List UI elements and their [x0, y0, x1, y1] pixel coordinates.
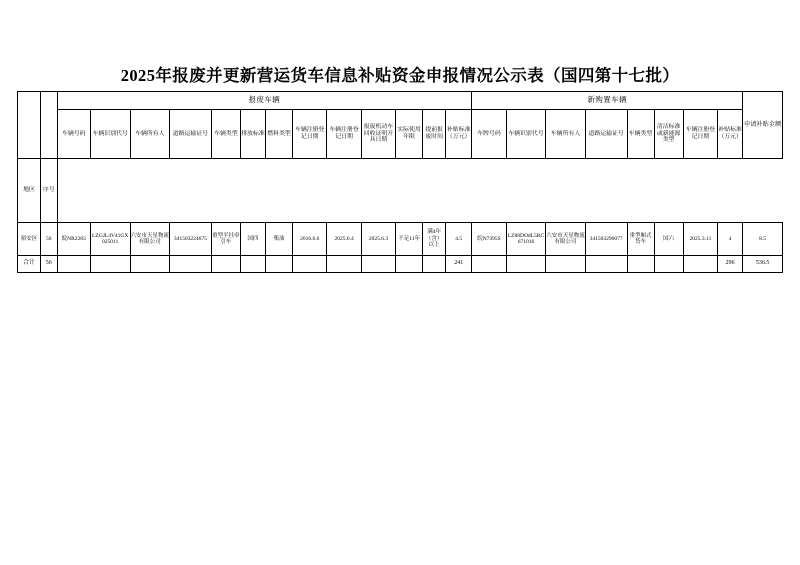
- cell-scrapped-fuel: 柴油: [265, 223, 292, 256]
- table-subheader-row: [18, 110, 783, 159]
- col-purchased-vehicle-type: 车辆类型: [627, 110, 654, 159]
- col-scrapped-vin: 车辆识别代号: [90, 110, 130, 159]
- cell-total-blank-5: [211, 256, 240, 273]
- cell-scrapped-transport-cert: 341503224675: [170, 223, 212, 256]
- col-scrapped-emission: 排放标准: [240, 110, 265, 159]
- cell-total-blank-11: [396, 256, 423, 273]
- page-title: 2025年报废并更新营运货车信息补贴资金申报情况公示表（国四第十七批）: [120, 66, 680, 85]
- cell-total-blank-13: [472, 256, 506, 273]
- col-scrapped-recycle-date: 报废机动车回收证明开具日期: [361, 110, 395, 159]
- cell-total-scrapped-subsidy: 241: [446, 256, 472, 273]
- cell-total-blank-15: [546, 256, 586, 273]
- cell-scrapped-emission: 国四: [240, 223, 265, 256]
- col-scrapped-vehicle-type: 车辆类型: [211, 110, 240, 159]
- cell-total-apply-amount: 536.5: [743, 256, 783, 273]
- cell-scrapped-subsidy-standard: 4.5: [446, 223, 472, 256]
- cell-total-blank-19: [683, 256, 717, 273]
- cell-scrapped-actual-years: 不足11年: [396, 223, 423, 256]
- cell-total-blank-18: [654, 256, 683, 273]
- col-purchased-register-date: 车辆注册登记日期: [683, 110, 717, 159]
- col-purchased-clean-standard: 清洁标准或新能源类型: [654, 110, 683, 159]
- cell-total-blank-16: [585, 256, 627, 273]
- cell-purchased-plate: 皖N7395S: [472, 223, 506, 256]
- spacer-cell: [57, 159, 782, 223]
- table-subheader-row-region: [18, 159, 783, 223]
- cell-total-blank-17: [627, 256, 654, 273]
- col-scrapped-subsidy-standard: 补贴标准（万元）: [446, 110, 472, 159]
- cell-scrapped-register-date-2: 2025.6.4: [327, 223, 361, 256]
- col-scrapped-register-date: 车辆注册登记日期: [293, 110, 327, 159]
- cell-scrapped-register-date: 2016.6.6: [293, 223, 327, 256]
- cell-total-blank-4: [170, 256, 212, 273]
- cell-total-blank-9: [327, 256, 361, 273]
- group-header-scrapped: 报废车辆: [57, 92, 472, 110]
- cell-total-seq: 56: [40, 256, 57, 273]
- col-purchased-transport-cert: 道路运输证号: [585, 110, 627, 159]
- col-purchased-subsidy-standard: 补贴标准（万元）: [718, 110, 743, 159]
- cell-purchased-owner: 六安市天星物流有限公司: [546, 223, 586, 256]
- col-purchased-owner: 车辆所有人: [546, 110, 586, 159]
- cell-purchased-transport-cert: 341503290077: [585, 223, 627, 256]
- col-scrapped-actual-years: 实际使用年限: [396, 110, 423, 159]
- table-total-row: [18, 256, 783, 273]
- col-scrapped-plate: 车辆号码: [57, 110, 90, 159]
- subsidy-table-container: [17, 91, 783, 273]
- subsidy-table: [17, 91, 783, 273]
- col-scrapped-register-date-2: 车辆注册登记日期: [327, 110, 361, 159]
- cell-scrapped-vehicle-type: 重型半挂牵引车: [211, 223, 240, 256]
- cell-total-blank-2: [90, 256, 130, 273]
- cell-total-blank-7: [265, 256, 292, 273]
- col-purchased-plate: 车牌号码: [472, 110, 506, 159]
- cell-scrapped-plate: 皖NR2283: [57, 223, 90, 256]
- group-header-purchased: 新购置车辆: [472, 92, 743, 110]
- cell-purchased-subsidy-standard: 4: [718, 223, 743, 256]
- cell-total-blank-6: [240, 256, 265, 273]
- cell-purchased-vin: LZ88DOdL5RC671016: [506, 223, 546, 256]
- col-purchased-vin: 车辆识别代号: [506, 110, 546, 159]
- cell-seq: 56: [40, 223, 57, 256]
- col-region: 地区: [18, 159, 41, 223]
- cell-purchased-vehicle-type: 重型厢式货车: [627, 223, 654, 256]
- cell-total-label: 合计: [18, 256, 41, 273]
- cell-total-blank-8: [293, 256, 327, 273]
- col-scrapped-early-scrap: 提前报废时间: [423, 110, 446, 159]
- col-scrapped-transport-cert: 道路运输证号: [170, 110, 212, 159]
- cell-total-blank-12: [423, 256, 446, 273]
- cell-total-blank-10: [361, 256, 395, 273]
- cell-apply-amount: 8.5: [743, 223, 783, 256]
- cell-scrapped-owner: 六安市天星物流有限公司: [130, 223, 170, 256]
- cell-total-blank-1: [57, 256, 90, 273]
- cell-purchased-register-date: 2025.3.11: [683, 223, 717, 256]
- cell-total-blank-14: [506, 256, 546, 273]
- col-scrapped-owner: 车辆所有人: [130, 110, 170, 159]
- cell-total-purchased-subsidy: 296: [718, 256, 743, 273]
- cell-purchased-clean-standard: 国六: [654, 223, 683, 256]
- cell-scrapped-vin: LZGJL4V41GX025011: [90, 223, 130, 256]
- cell-region: 裕安区: [18, 223, 41, 256]
- group-header-apply-amount: 申请补贴金额: [743, 92, 783, 159]
- cell-total-blank-3: [130, 256, 170, 273]
- table-group-header-row: [18, 92, 783, 110]
- cell-scrapped-recycle-date: 2025.6.3: [361, 223, 395, 256]
- cell-scrapped-early-scrap: 满4年（含）以上: [423, 223, 446, 256]
- col-seq: 序号: [40, 159, 57, 223]
- table-row: [18, 223, 783, 256]
- col-scrapped-fuel: 燃料类型: [265, 110, 292, 159]
